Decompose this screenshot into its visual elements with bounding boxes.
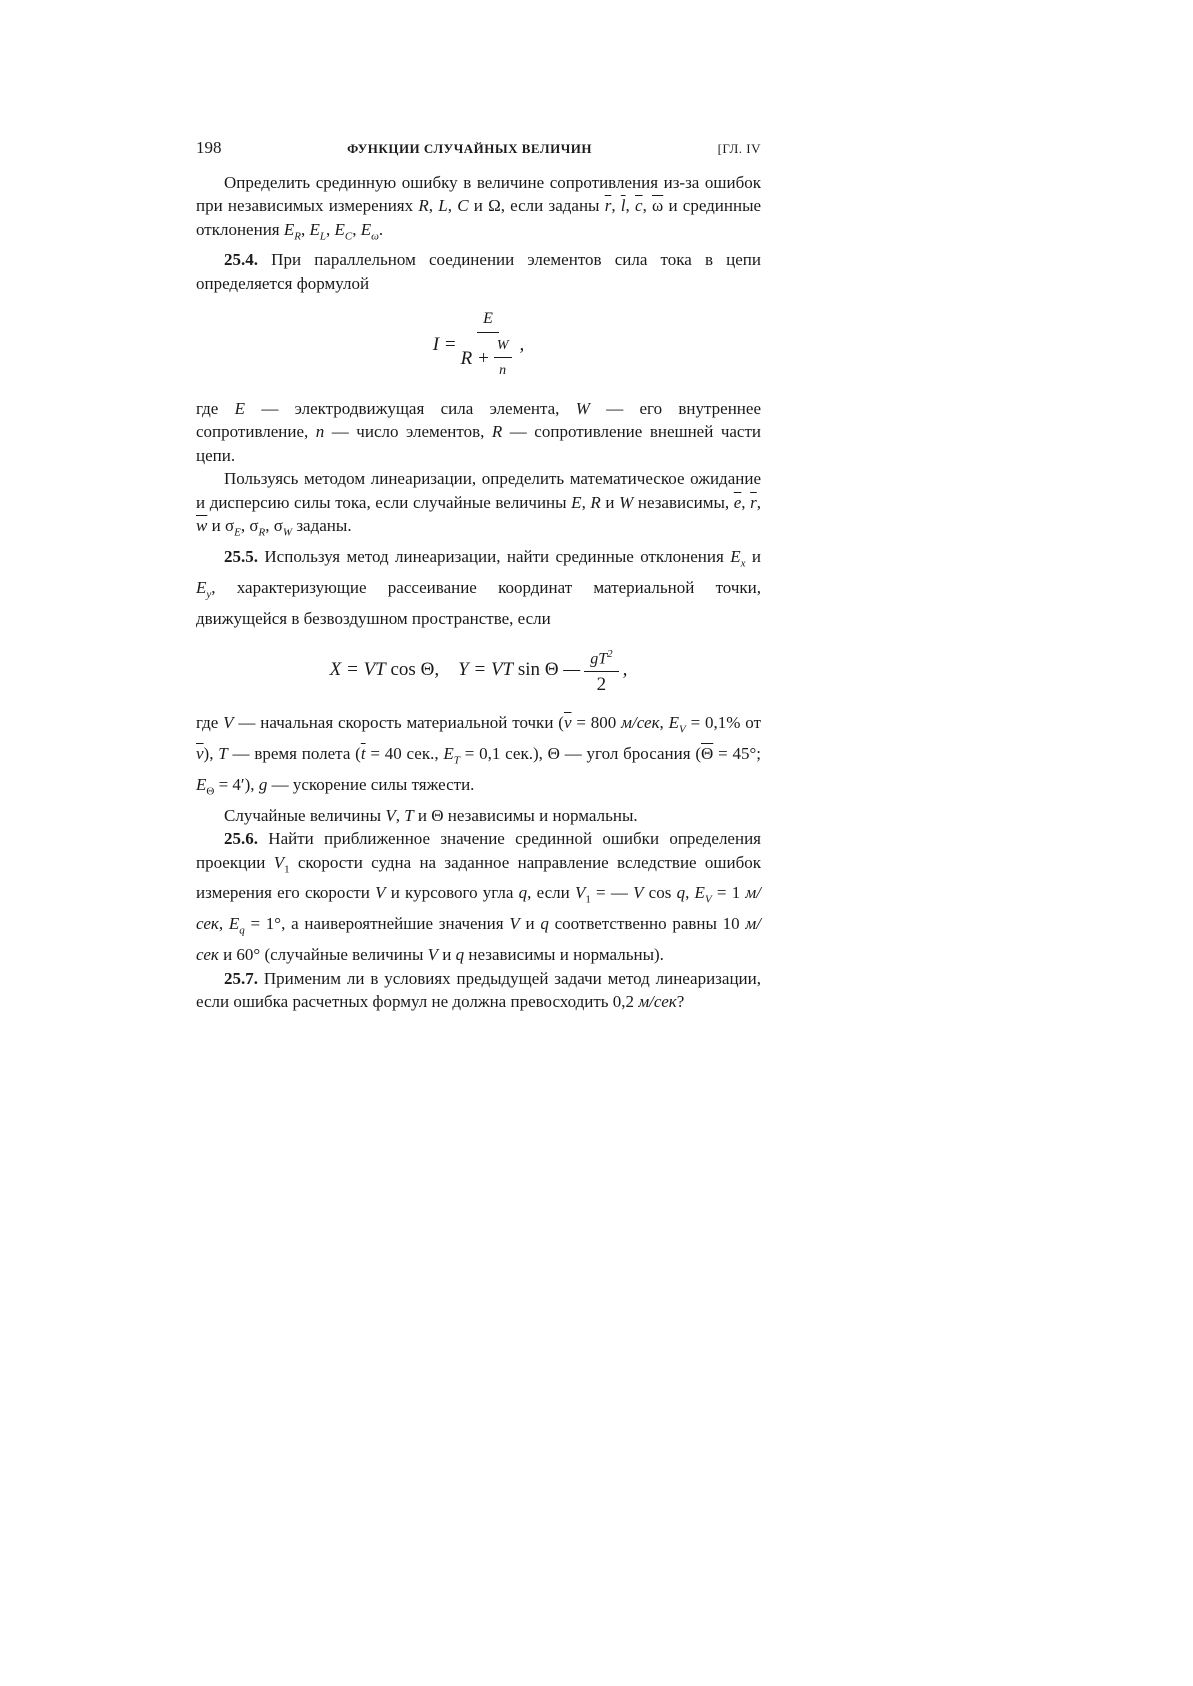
problem-25-6: 25.6. Найти приближенное значение срединной ошибки определения проекции $V_1$ скорости судна на заданное направление вследствие ошибок измерения его скорости V и курсового угла q, если $V_1$ = — V cos q, $E_V = 1$ м/сек, $E_q = 1^\circ$, а наивероятнейшие значения V и q соответственно равны 10 м/сек и 60° (случайные величины V и q независимы и нормальны). (196, 829, 761, 965)
running-title: ФУНКЦИИ СЛУЧАЙНЫХ ВЕЛИЧИН (347, 141, 592, 156)
paragraph-25-3-end: Определить срединную ошибку в величине сопротивления из-за ошибок при независимых измерениях R, L, C и Ω, если заданы $\overline{r}$, $\overline{l}$, $\overline{c}$, $\overline{\omega}$ и срединные отклонения $E_R$, $E_L$, $E_C$, $E_\omega$. (196, 172, 762, 242)
paragraph-definitions: где E — электродвижущая сила элемента, W — его внутреннее сопротивление, n — число элементов, R — сопротивление внешней части цепи. (196, 398, 762, 465)
page-number: 198 (196, 138, 222, 157)
problem-25-7: 25.7. Применим ли в условиях предыдущей задачи метод линеаризации, если ошибка расчетных формул не должна превосходить 0,2 м/сек? (196, 968, 761, 1012)
paragraph-variables: где V — начальная скорость материальной точки ($\overline{v} = 800$ м/сек, $E_V = 0,1\%$ от $\overline{v}$), T — время полета ($\overline{t} = 40$ сек., $E_T = 0,1$ сек.), Θ — угол бросания ($\overline{\Theta} = 45^\circ$; $E_\Theta = 4'$), g — ускорение силы тяжести. (196, 712, 762, 798)
formula-trajectory: X = VT cos Θ , Y = VT sin Θ — $\frac{gT^2}{2}$ , (196, 643, 761, 697)
problem-number: 25.6. (224, 829, 258, 849)
chapter-label: [ГЛ. IV (717, 141, 761, 156)
paragraph-linearization: Пользуясь методом линеаризации, определить математическое ожидание и дисперсию силы тока, если случайные величины E, R и W независимы, $\overline{e}$, $\overline{r}$, $\overline{w}$ и $\sigma_E$, $\sigma_R$, $\sigma_W$ заданы. (196, 469, 762, 539)
problem-25-4 (196, 248, 761, 295)
paragraph-independence: Случайные величины V, T и Θ независимы и нормальны. (224, 805, 638, 825)
problem-text: При параллельном соединении элементов сила тока в цепи определяется формулой (196, 250, 761, 293)
problem-number: 25.7. (224, 968, 258, 988)
problem-number: 25.5. (224, 547, 258, 567)
page-header (196, 136, 761, 161)
formula-current: I = E R + $\frac{W}{n}$ , (196, 307, 761, 383)
problem-25-5: 25.5. Используя метод линеаризации, найти срединные отклонения $E_x$ и $E_y$, характеризующие рассеивание координат материальной точки, движущейся в безвоздушном пространстве, если (196, 547, 761, 629)
book-page (196, 136, 761, 1014)
problem-number: 25.4. (224, 250, 258, 270)
